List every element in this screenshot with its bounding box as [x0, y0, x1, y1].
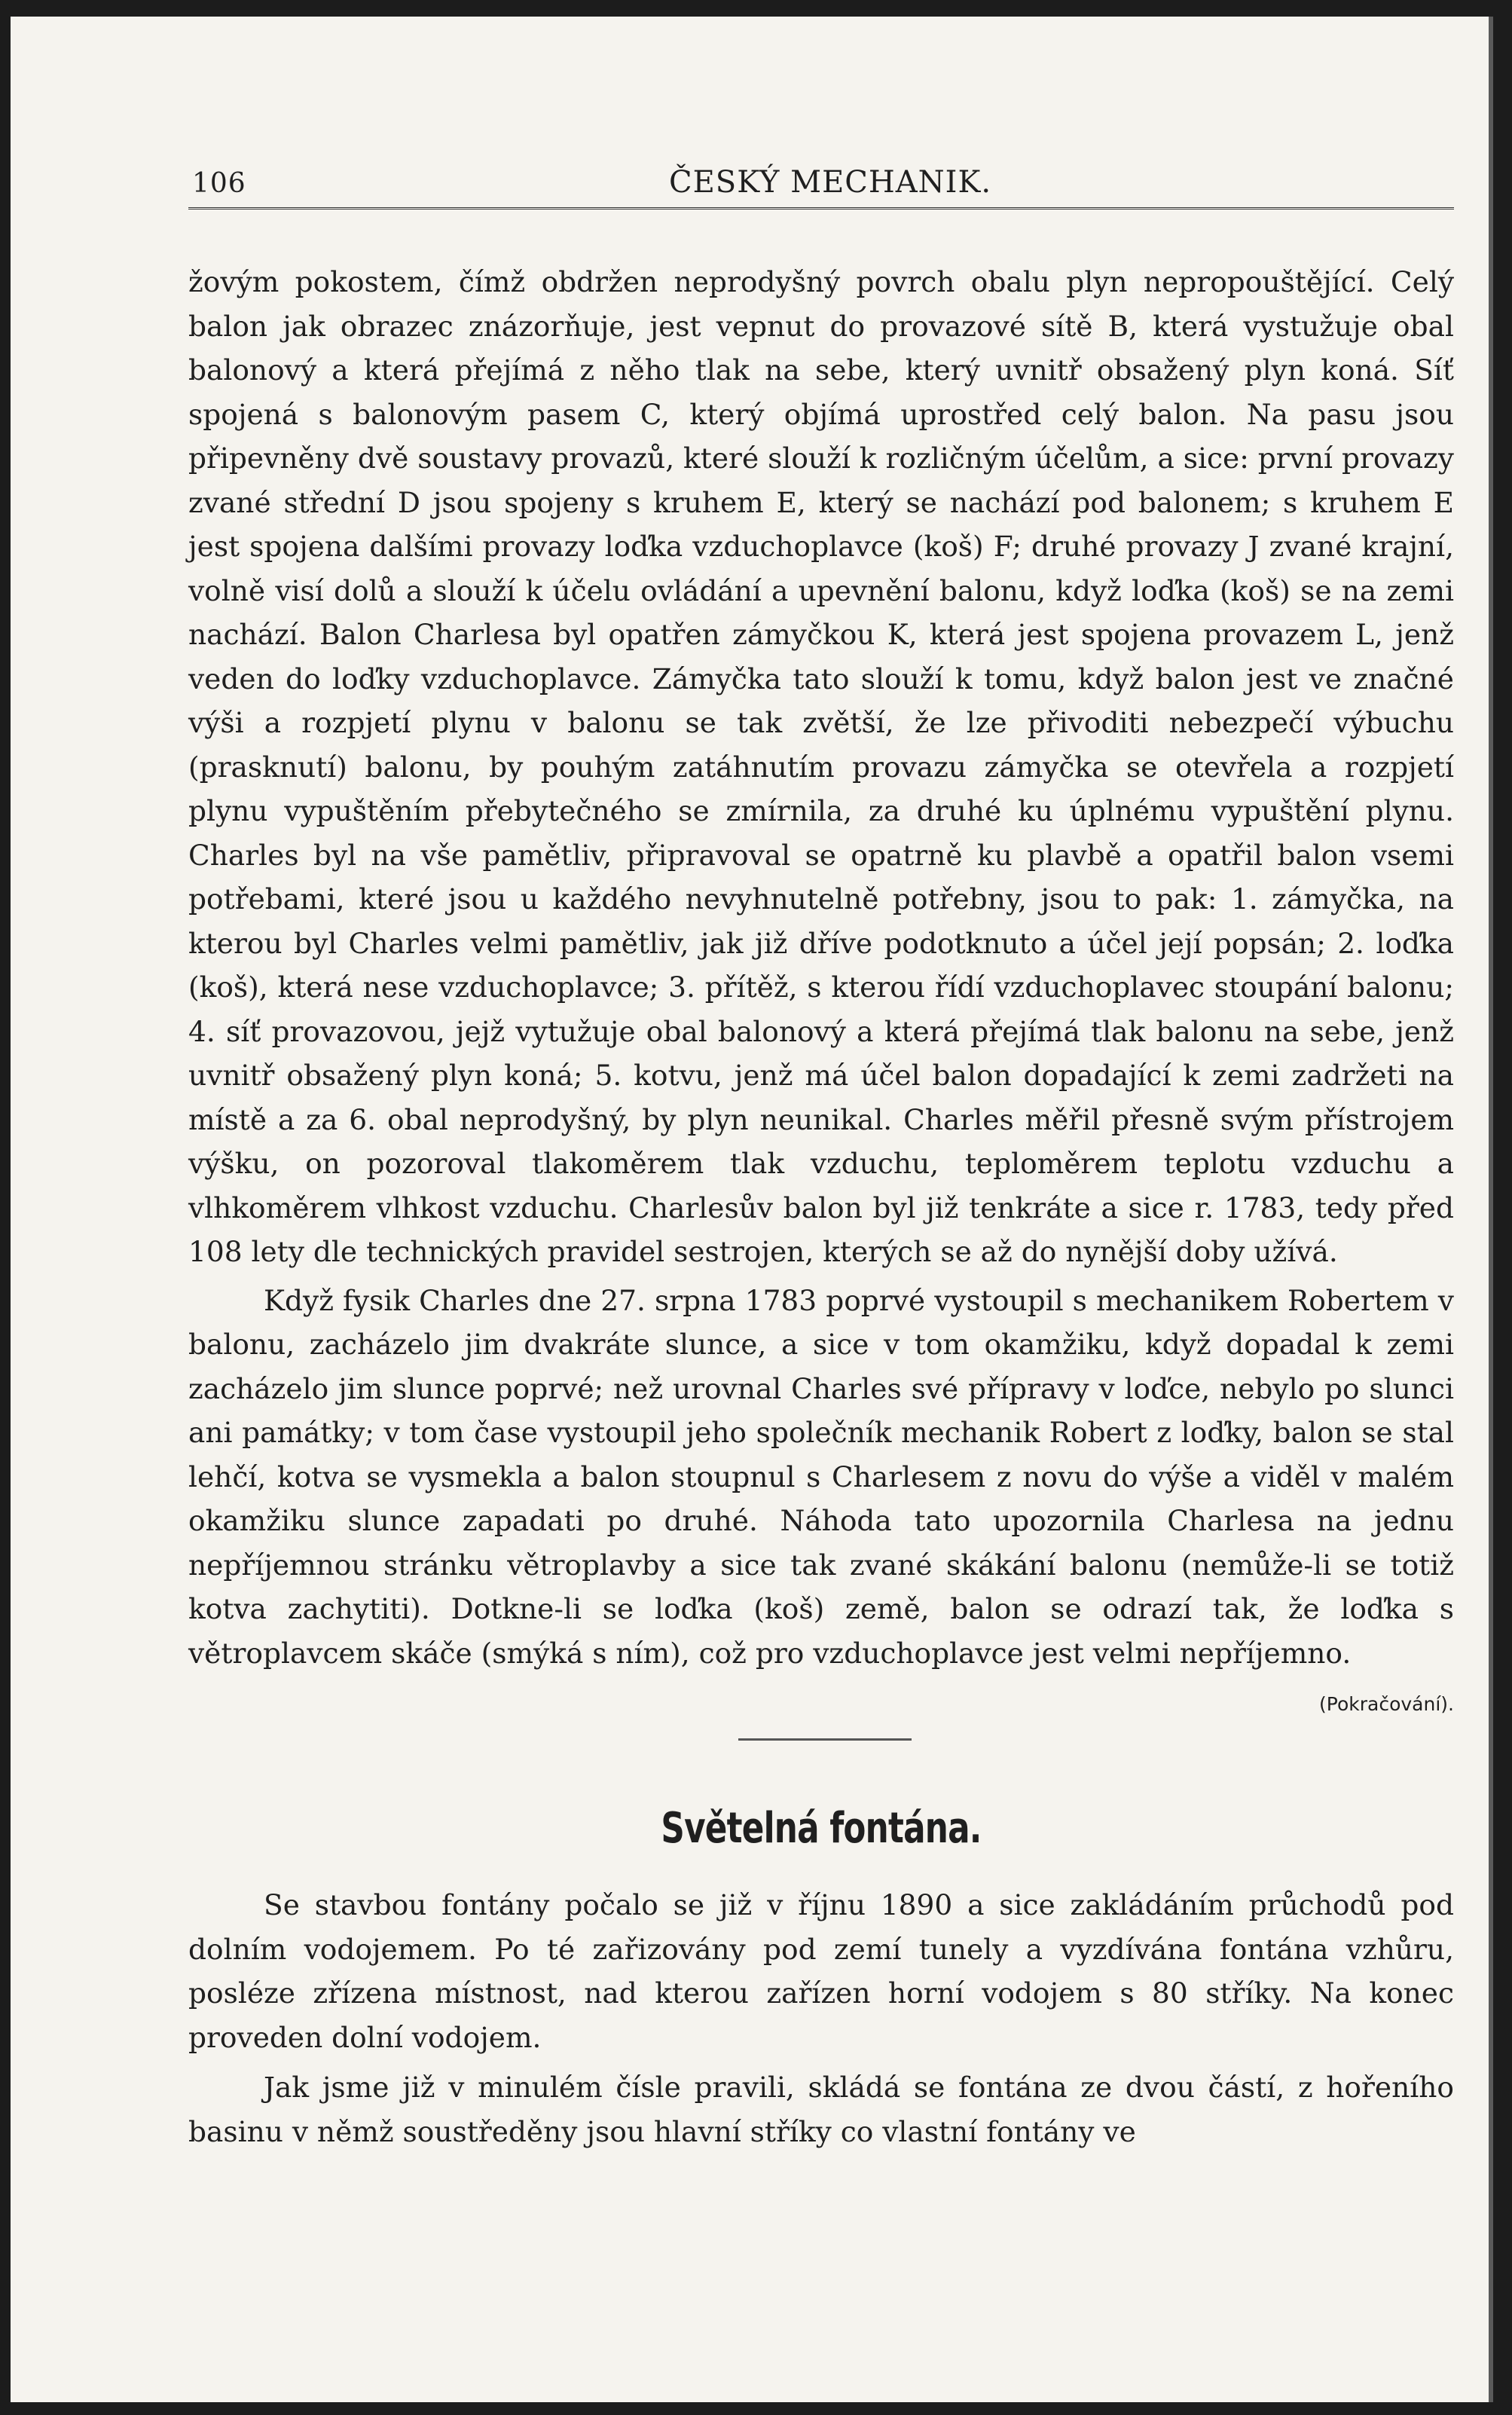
section-title: Světelná fontána. — [661, 1804, 982, 1853]
page-number: 106 — [192, 168, 246, 199]
running-title: ČESKÝ MECHANIK. — [669, 165, 992, 200]
paragraph-fountain-construction: Se stavbou fontány počalo se již v říjnu 1890 a sice zakládáním průchodů pod dolním vodojemem. Po té zařizovány pod zemí tunely a vyzdívána fontána vzhůru, posléze zřízena místnost, nad kterou zařízen horní vodojem s 80 stříky. Na konec proveden dolní vodojem. — [188, 1888, 1454, 2054]
page-content — [188, 162, 1454, 2154]
paragraph-fountain-parts: Jak jsme již v minulém čísle pravili, skládá se fontána ze dvou částí, z hořeního basinu v němž soustředěny jsou hlavní stříky co vlastní fontány ve — [188, 2071, 1454, 2148]
section-divider — [738, 1738, 912, 1741]
page-header — [188, 162, 1454, 209]
continued-note: (Pokračování). — [1319, 1693, 1454, 1715]
page-edge-shadow — [1489, 17, 1493, 2402]
paragraph-balloon-description: žovým pokostem, čímž obdržen neprodyšný povrch obalu plyn nepropouštějící. Celý balon jak obrazec znázorňuje, jest vepnut do provazové sítě B, která vystužuje obal balonový a která přejímá z něho tlak na sebe, který uvnitř obsažený plyn koná. Síť spojená s balonovým pasem C, který objímá uprostřed celý balon. Na pasu jsou připevněny dvě soustavy provazů, které slouží k rozličným účelům, a sice: první provazy zvané střední D jsou spojeny s kruhem E, který se nachází pod balonem; s kruhem E jest spojena dalšími provazy loďka vzduchoplavce (koš) F; druhé provazy J zvané krajní, volně visí dolů a slouží k účelu ovládání a upevnění balonu, když loďka (koš) se na zemi nachází. Balon Charlesa byl opatřen zámyčkou K, která jest spojena provazem L, jenž veden do loďky vzduchoplavce. Zámyčka tato slouží k tomu, když balon jest ve značné výši a rozpjetí plynu v balonu se tak zvětší, že lze přivoditi nebezpečí výbuchu (prasknutí) balonu, by pouhým zatáhnutím provazu zámyčka se otevřela a rozpjetí plynu vypuštěním přebytečného se zmírnila, za druhé ku úplnému vypuštění plynu. Charles byl na vše pamětliv, připravoval se opatrně ku plavbě a opatřil balon vsemi potřebami, které jsou u každého nevyhnutelně potřebny, jsou to pak: 1. zámyčka, na kterou byl Charles velmi pamětliv, jak již dříve podotknuto a účel její popsán; 2. loďka (koš), která nese vzduchoplavce; 3. přítěž, s kterou řídí vzduchoplavec stoupání balonu; 4. síť provazovou, jejž vytužuje obal balonový a která přejímá tlak balonu na sebe, jenž uvnitř obsažený plyn koná; 5. kotvu, jenž má účel balon dopadající k zemi zadržeti na místě a za 6. obal neprodyšný, by plyn neunikal. Charles měřil přesně svým přístrojem výšku, on pozoroval tlakoměrem tlak vzduchu, teploměrem teplotu vzduchu a vlhkoměrem vlhkost vzduchu. Charlesův balon byl již tenkráte a sice r. 1783, tedy před 108 lety dle technických pravidel sestrojen, kterých se až do nynější doby užívá. — [188, 265, 1454, 1268]
paragraph-charles-flight-text: Když fysik Charles dne 27. srpna 1783 poprvé vystoupil s mechanikem Robertem v balonu, zacházelo jim dvakráte slunce, a sice v tom okamžiku, když dopadal k zemi zacházelo jim slunce poprvé; než urovnal Charles své přípravy v loďce, nebylo po slunci ani památky; v tom čase vystoupil jeho společník mechanik Robert z loďky, balon se stal lehčí, kotva se vysmekla a balon stoupnul s Charlesem z novu do výše a viděl v malém okamžiku slunce zapadati po druhé. Náhoda tato upozornila Charlesa na jednu nepříjemnou stránku větroplavby a sice tak zvané skákání balonu (nemůže-li se totiž kotva zachytiti). Dotkne-li se loďka (koš) země, balon se odrazí tak, že loďka s větroplavcem skáče (smýká s ním), což pro vzduchoplavce jest velmi nepříjemno. — [188, 1283, 1454, 1670]
paragraph-charles-flight — [188, 1279, 1454, 1715]
